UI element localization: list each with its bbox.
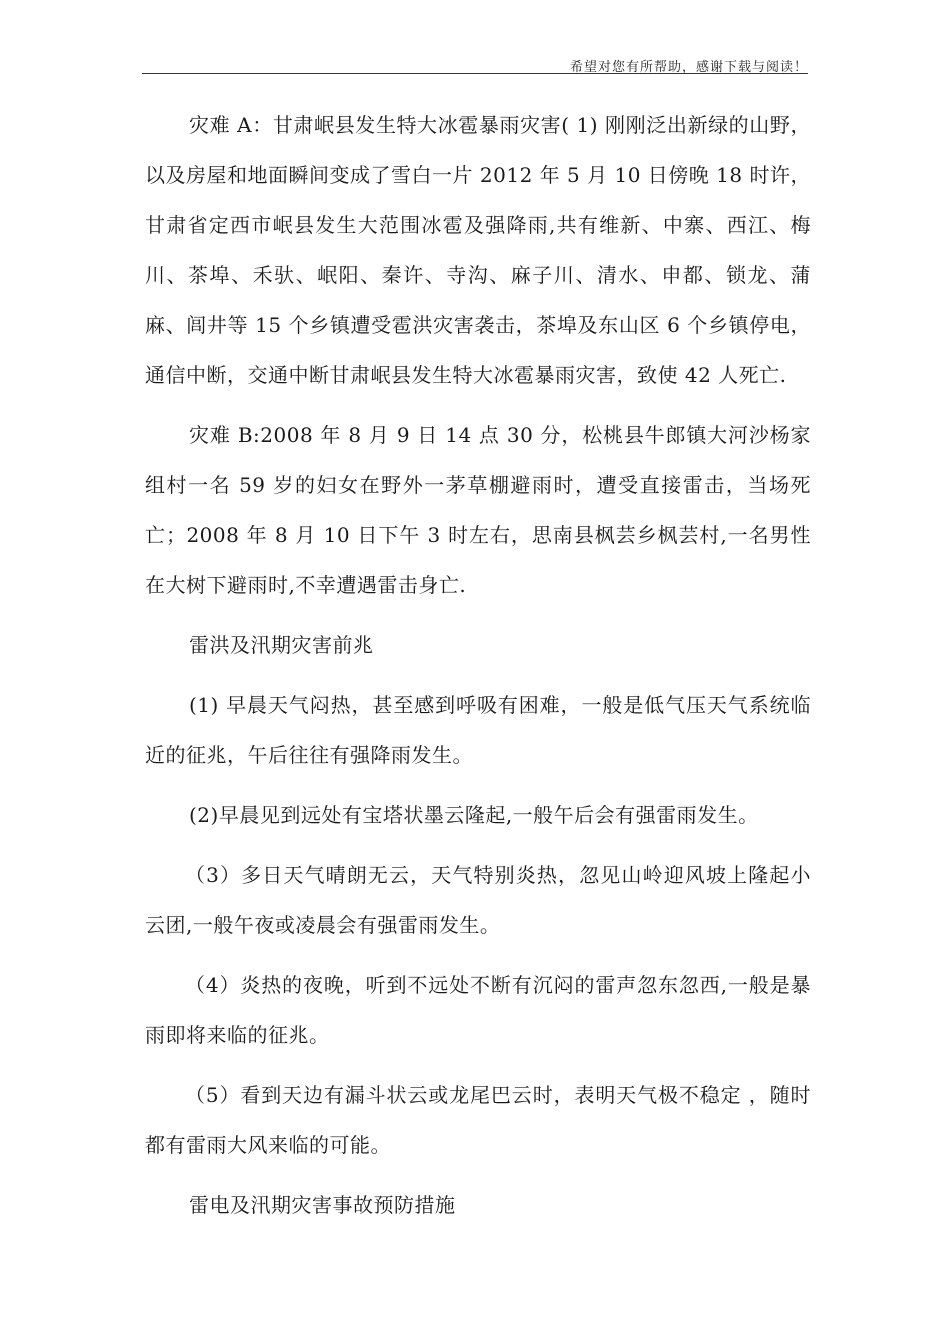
list-item-precursor-5: （5）看到天边有漏斗状云或龙尾巴云时，表明天气极不稳定 ，随时都有雷雨大风来临的可能。 xyxy=(145,1083,811,1157)
section-heading-prevention: 雷电及汛期灾害事故预防措施 xyxy=(189,1193,456,1217)
header-rule xyxy=(142,73,808,74)
page-header-text: 希望对您有所帮助，感谢下载与阅读！ xyxy=(569,60,808,75)
list-item-precursor-3: （3）多日天气晴朗无云，天气特别炎热，忽见山岭迎风坡上隆起小云团,一般午夜或凌晨会有强雷雨发生。 xyxy=(145,863,811,937)
list-item-precursor-2: (2)早晨见到远处有宝塔状墨云隆起,一般午后会有强雷雨发生。 xyxy=(189,803,759,827)
document-body xyxy=(145,100,811,1240)
paragraph-disaster-b: 灾难 B:2008 年 8 月 9 日 14 点 30 分，松桃县牛郎镇大河沙杨家组村一名 59 岁的妇女在野外一茅草棚避雨时，遭受直接雷击，当场死亡；2008 年 8 月 10 日下午 3 时左右，思南县枫芸乡枫芸村,一名男性在大树下避雨时,不幸遭遇雷击身亡. xyxy=(145,423,811,597)
section-heading-precursors: 雷洪及汛期灾害前兆 xyxy=(189,633,374,657)
list-item-precursor-1: (1) 早晨天气闷热，甚至感到呼吸有困难，一般是低气压天气系统临近的征兆，午后往往有强降雨发生。 xyxy=(145,693,811,767)
paragraph-disaster-a: 灾难 A：甘肃岷县发生特大冰雹暴雨灾害( 1) 刚刚泛出新绿的山野，以及房屋和地面瞬间变成了雪白一片 2012 年 5 月 10 日傍晚 18 时许，甘肃省定西市岷县发生大范围冰雹及强降雨,共有维新、中寨、西江、梅川、茶埠、禾驮、岷阳、秦许、寺沟、麻子川、清水、申都、锁龙、蒲麻、闾井等 15 个乡镇遭受雹洪灾害袭击，茶埠及东山区 6 个乡镇停电，通信中断，交通中断甘肃岷县发生特大冰雹暴雨灾害，致使 42 人死亡. xyxy=(145,113,811,387)
list-item-precursor-4: （4）炎热的夜晚，听到不远处不断有沉闷的雷声忽东忽西,一般是暴雨即将来临的征兆。 xyxy=(145,973,811,1047)
